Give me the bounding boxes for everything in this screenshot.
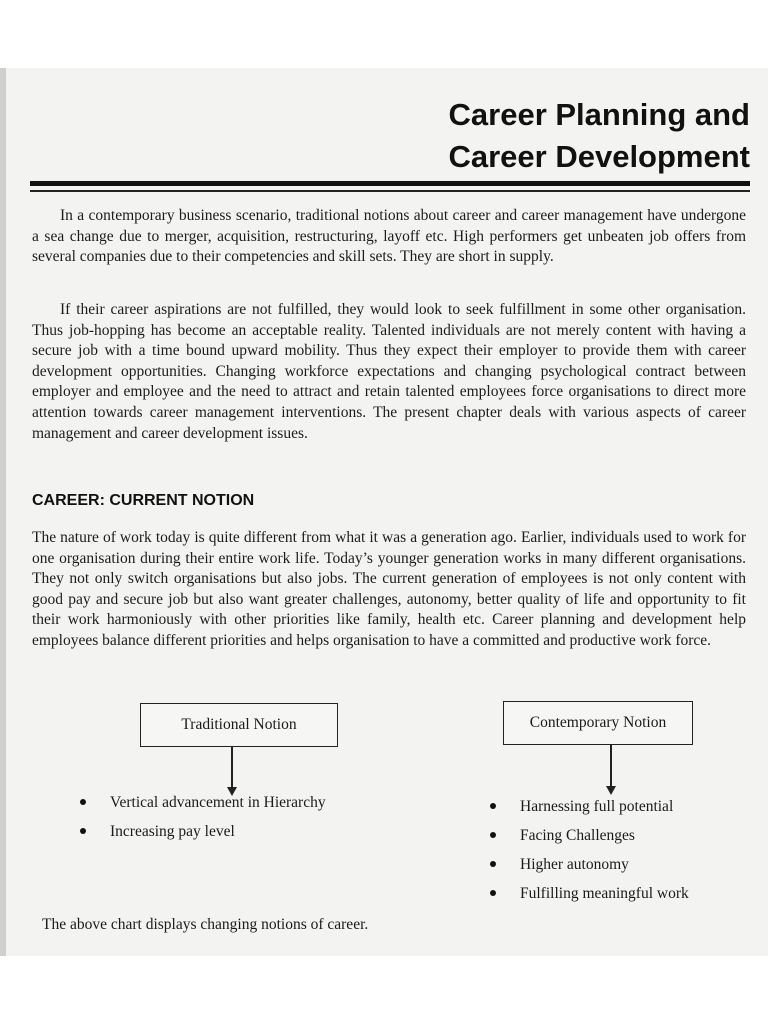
list-item-text: Fulfilling meaningful work [520, 885, 689, 902]
bullet-icon [490, 803, 496, 809]
traditional-arrow-line [231, 747, 233, 789]
contemporary-notion-list [490, 792, 689, 908]
list-item-text: Increasing pay level [110, 823, 235, 840]
chapter-title-line-2: Career Development [448, 139, 750, 174]
list-item-text: Vertical advancement in Hierarchy [110, 794, 326, 811]
list-item [80, 817, 326, 846]
chapter-title-line-1: Career Planning and [448, 97, 750, 132]
list-item-text: Higher autonomy [520, 856, 629, 873]
contemporary-arrow-line [610, 745, 612, 788]
bullet-icon [490, 861, 496, 867]
list-item-text: Harnessing full potential [520, 798, 674, 815]
intro-paragraph-1 [32, 206, 746, 268]
contemporary-notion-label: Contemporary Notion [529, 714, 667, 731]
bullet-icon [490, 890, 496, 896]
traditional-notion-label: Traditional Notion [181, 716, 297, 733]
chart-caption: The above chart displays changing notions of career. [42, 916, 369, 933]
section-paragraph: The nature of work today is quite different from what it was a generation ago. Earlier, individuals used to work for one organisation during their entire work life. Today’s younger generation works in many different organisations. They not only switch organisations but also jobs. The current generation of employees is not only content with good pay and secure job but also want greater challenges, autonomy, better quality of life and opportunity to fit their work harmoniously with other priorities like family, health etc. Career planning and development help employees balance different priorities and helps organisation to have a committed and productive work force. [32, 529, 746, 649]
intro-paragraph-2 [32, 300, 746, 444]
bullet-icon [80, 799, 86, 805]
traditional-notion-box [140, 703, 338, 747]
list-item [490, 821, 689, 850]
intro-paragraph-2-text: If their career aspirations are not fulfilled, they would look to seek fulfillment in some other organisation. Thus job-hopping has become an acceptable reality. Talented individuals are not merely content with having a secure job with a time bound upward mobility. Thus they expect their employer to provide them with career development opportunities. Changing workforce expectations and changing psychological contract between employer and employee and the need to attract and retain talented employees force organisations to direct more attention towards career management interventions. The present chapter deals with various aspects of career management and career development issues. [32, 301, 746, 442]
list-item [80, 788, 326, 817]
chapter-title [448, 94, 750, 178]
list-item [490, 879, 689, 908]
list-item [490, 850, 689, 879]
section-heading: CAREER: CURRENT NOTION [32, 492, 255, 509]
bullet-icon [490, 832, 496, 838]
contemporary-notion-box [503, 701, 693, 745]
title-rule-thin [30, 190, 750, 192]
list-item [490, 792, 689, 821]
intro-paragraph-1-text: In a contemporary business scenario, traditional notions about career and career management have undergone a sea change due to merger, acquisition, restructuring, layoff etc. High performers get unbeaten job offers from several companies due to their competencies and skill sets. They are short in supply. [32, 207, 746, 266]
bullet-icon [80, 828, 86, 834]
title-rule-thick [30, 181, 750, 186]
list-item-text: Facing Challenges [520, 827, 635, 844]
traditional-notion-list [80, 788, 326, 846]
